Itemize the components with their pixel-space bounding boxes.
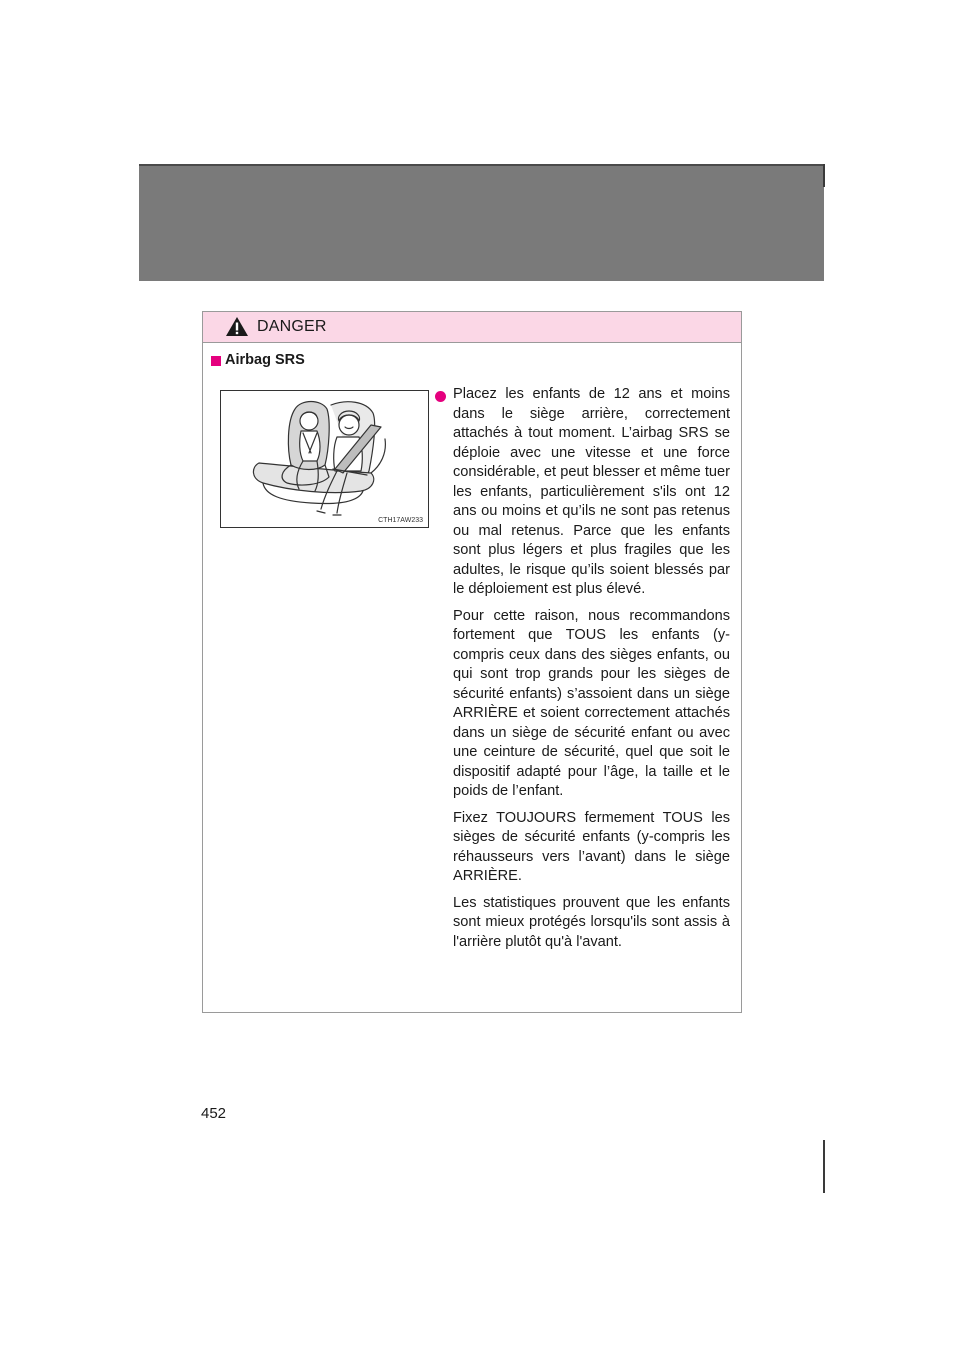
danger-header [203, 312, 741, 343]
round-bullet-icon [435, 391, 446, 402]
paragraph: Placez les enfants de 12 ans et moins dans le siège arrière, correctement attachés à tout moment. L’airbag SRS se déploie avec une vitesse et une force considérable, et peut blesser et même tuer les enfants, particulièrement s'ils ont 12 ans ou moins et qu’ils ne sont pas retenus ou mal retenus. Parce que les enfants sont plus légers et plus fragiles que les adultes, le risque qu’ils soient blessés par le déploiement est plus élevé. [453, 386, 730, 597]
chapter-header-band [139, 164, 824, 281]
page-number: 452 [201, 1105, 227, 1122]
crop-mark-top [823, 164, 825, 187]
header-top-rule [139, 164, 824, 166]
child-seat-illustration [220, 390, 429, 528]
paragraph: Fixez TOUJOURS fermement TOUS les sièges de sécurité enfants (y-compris les réhausseurs vers l’avant) dans le siège ARRIÈRE. [453, 809, 730, 884]
section-title: Airbag SRS [225, 352, 305, 368]
square-bullet-icon [211, 356, 221, 366]
paragraph: Les statistiques prouvent que les enfants sont mieux protégés lorsqu'ils sont assis à l'arrière plutôt qu'à l'avant. [453, 894, 730, 950]
paragraph: Pour cette raison, nous recommandons fortement que TOUS les enfants (y-compris ceux dans des sièges enfants, ou qui sont trop grands pour les sièges de sécurité enfants) s’assoient dans un siège ARRIÈRE et soient correctement attachés dans un siège de sécurité enfant ou avec une ceinture de sécurité, quel que soit le dispositif adapté pour l’âge, la taille et le poids de l’enfant. [453, 607, 730, 799]
illustration-code: CTH17AW233 [378, 517, 423, 524]
child-seat-drawing [221, 391, 428, 527]
danger-warning-box [202, 311, 742, 1013]
danger-label: DANGER [257, 318, 327, 335]
crop-mark-bottom [823, 1140, 825, 1193]
danger-body-text [453, 385, 730, 959]
warning-triangle-icon [225, 316, 249, 337]
